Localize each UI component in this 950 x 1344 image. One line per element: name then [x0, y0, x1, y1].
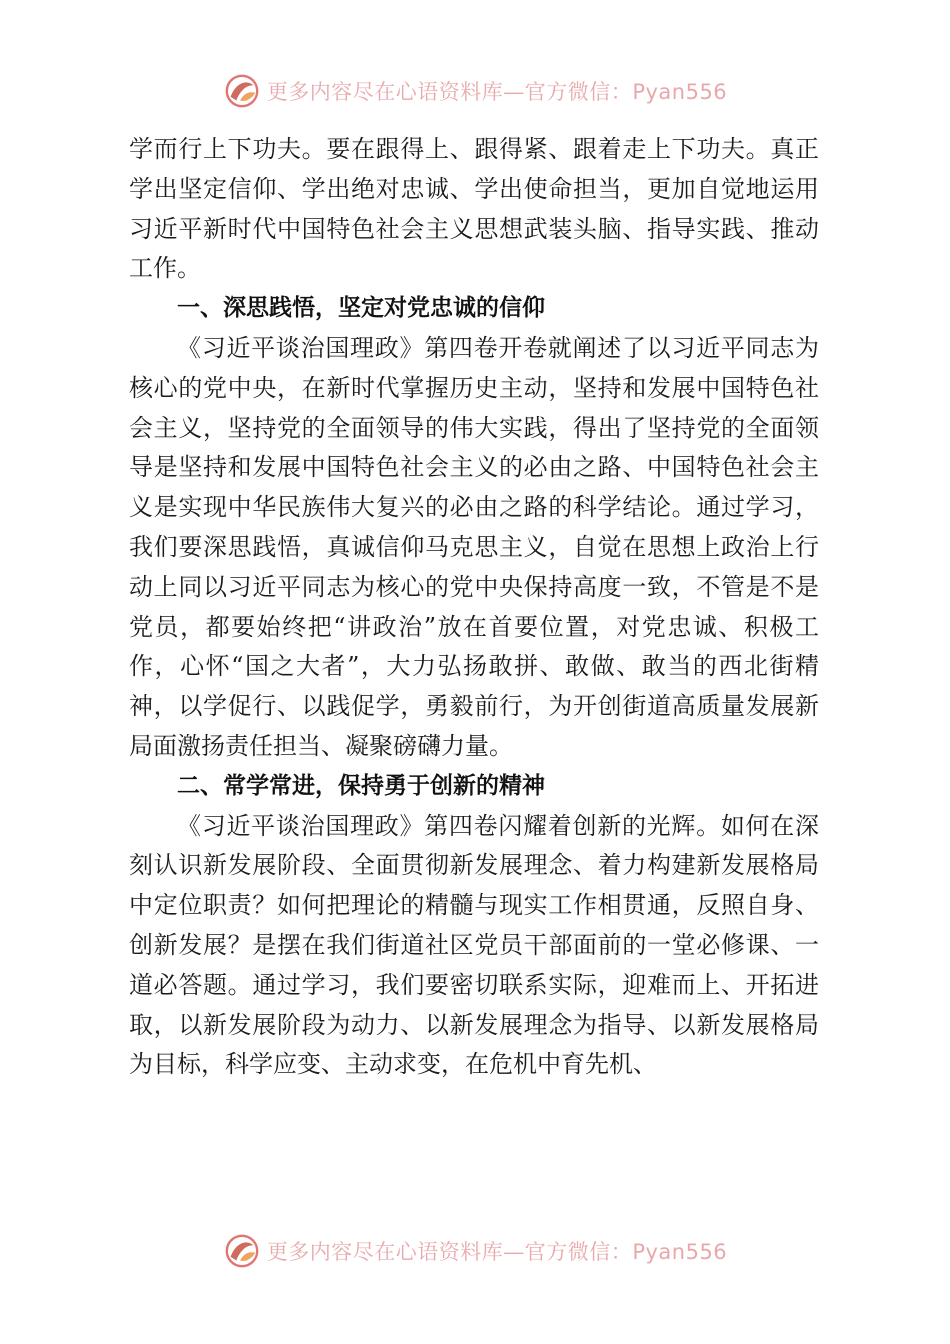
section-heading-1: 一、深思践悟，坚定对党忠诚的信仰 [177, 295, 545, 322]
section-heading-2: 二、常学常进，保持勇于创新的精神 [177, 772, 545, 799]
watermark-text: 更多内容尽在心语资料库—官方微信：Pyan556 [266, 1240, 728, 1264]
logo-icon [223, 1232, 261, 1270]
watermark-header [0, 72, 950, 110]
paragraph-intro: 学而行上下功夫。要在跟得上、跟得紧、跟着走上下功夫。真正学出坚定信仰、学出绝对忠诚、学出使命担当，更加自觉地运用习近平新时代中国特色社会主义思想武装头脑、指导实践、推动工作。 [129, 135, 819, 283]
document-body [129, 130, 819, 1085]
paragraph-section-2: 《习近平谈治国理政》第四卷闪耀着创新的光辉。如何在深刻认识新发展阶段、全面贯彻新发展理念、着力构建新发展格局中定位职责？如何把理论的精髓与现实工作相贯通，反照自身、创新发展？是摆在我们街道社区党员干部面前的一堂必修课、一道必答题。通过学习，我们要密切联系实际，迎难而上、开拓进取，以新发展阶段为动力、以新发展理念为指导、以新发展格局为目标，科学应变、主动求变，在危机中育先机、 [129, 811, 819, 1079]
watermark-footer [0, 1232, 950, 1270]
paragraph-section-1: 《习近平谈治国理政》第四卷开卷就阐述了以习近平同志为核心的党中央，在新时代掌握历史主动，坚持和发展中国特色社会主义，坚持党的全面领导的伟大实践，得出了坚持党的全面领导是坚持和发展中国特色社会主义的必由之路、中国特色社会主义是实现中华民族伟大复兴的必由之路的科学结论。通过学习，我们要深思践悟，真诚信仰马克思主义，自觉在思想上政治上行动上同以习近平同志为核心的党中央保持高度一致，不管是不是党员，都要始终把“讲政治”放在首要位置，对党忠诚、积极工作，心怀“国之大者”，大力弘扬敢拼、敢做、敢当的西北街精神，以学促行、以践促学，勇毅前行，为开创街道高质量发展新局面激扬责任担当、凝聚磅礴力量。 [129, 333, 819, 760]
logo-icon [223, 72, 261, 110]
watermark-text: 更多内容尽在心语资料库—官方微信：Pyan556 [266, 80, 728, 104]
